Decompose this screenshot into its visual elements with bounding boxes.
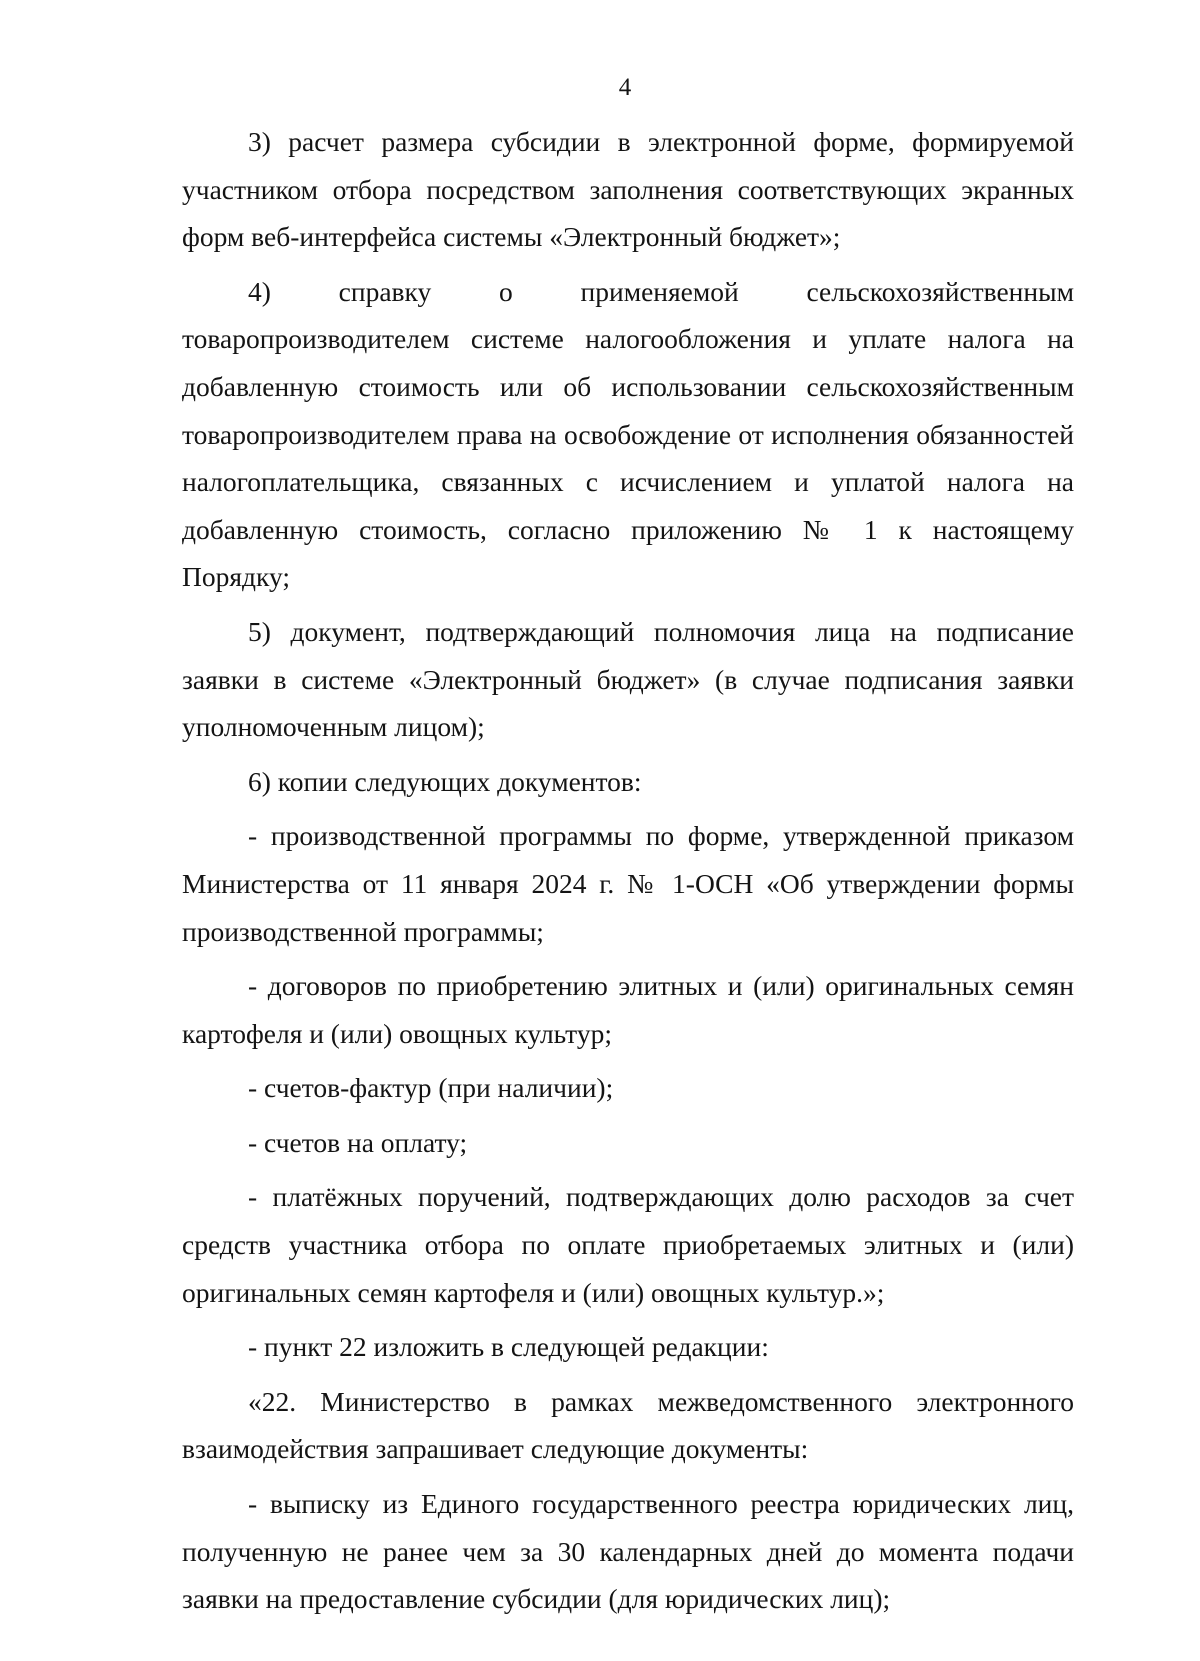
list-item-invoices: - счетов-фактур (при наличии); bbox=[248, 1072, 614, 1104]
list-item-payment-bills: - счетов на оплату; bbox=[248, 1126, 468, 1158]
paragraph-item-6: 6) копии следующих документов: bbox=[248, 765, 642, 797]
page-number: 4 bbox=[618, 74, 632, 101]
paragraph-item-3: 3) расчет размера субсидии в электронной форме, формируемой участником отбора посредством заполнения соответствующих экранных форм веб-интерфейса системы «Электронный бюджет»; bbox=[182, 126, 1074, 253]
list-item-egrul-extract: - выписку из Единого государственного реестра юридических лиц, полученную не ранее чем за 30 календарных дней до момента подачи заявки на предоставление субсидии (для юридических лиц); bbox=[182, 1488, 1074, 1615]
paragraph-item-22: «22. Министерство в рамках межведомственного электронного взаимодействия запрашивает следующие документы: bbox=[182, 1385, 1074, 1465]
list-item-production-program: - производственной программы по форме, утвержденной приказом Министерства от 11 января 2024 г. № 1-ОСН «Об утверждении формы производственной программы; bbox=[182, 820, 1074, 947]
paragraph-item-5: 5) документ, подтверждающий полномочия лица на подписание заявки в системе «Электронный бюджет» (в случае подписания заявки уполномоченным лицом); bbox=[182, 615, 1074, 743]
list-item-contracts: - договоров по приобретению элитных и (или) оригинальных семян картофеля и (или) овощных культур; bbox=[182, 970, 1074, 1049]
list-item-payment-orders: - платёжных поручений, подтверждающих долю расходов за счет средств участника отбора по оплате приобретаемых элитных и (или) оригинальных семян картофеля и (или) овощных культур.»; bbox=[182, 1181, 1074, 1308]
paragraph-item-4: 4) справку о применяемой сельскохозяйственным товаропроизводителем системе налогообложения и уплате налога на добавленную стоимость или об использовании сельскохозяйственным товаропроизводителем права на освобождение от исполнения обязанностей налогоплательщика, связанных с исчислением и уплатой налога на добавленную стоимость, согласно приложению № 1 к настоящему Порядку; bbox=[182, 275, 1074, 593]
document-body bbox=[182, 118, 1074, 1623]
amendment-instruction: - пункт 22 изложить в следующей редакции: bbox=[248, 1331, 769, 1363]
